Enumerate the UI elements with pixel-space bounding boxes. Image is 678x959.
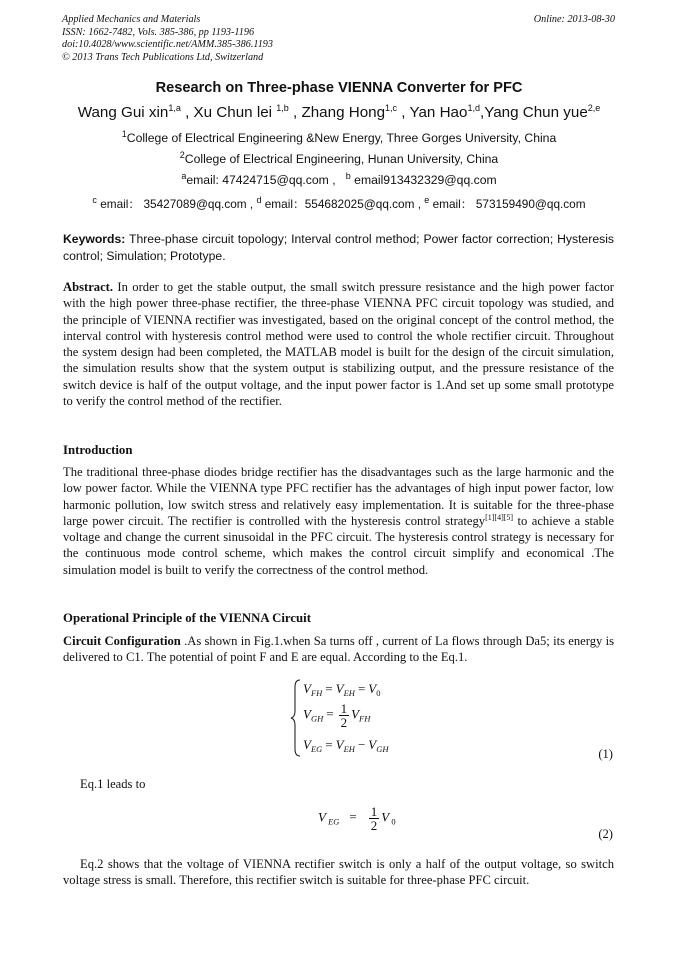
keywords-label: Keywords: xyxy=(63,232,126,246)
author-name: Xu Chun lei xyxy=(193,104,277,121)
equation-1-lead: Eq.1 leads to xyxy=(80,777,146,791)
copyright-line: © 2013 Trans Tech Publications Ltd, Switzerland xyxy=(62,51,264,63)
keywords-text: Three-phase circuit topology; Interval control method; Power factor correction; Hysteresis control; Simulation; Prototype. xyxy=(63,232,614,263)
eq1-line-1: $V_{FH} = V_{EH} = V_0$ xyxy=(303,681,381,698)
eq1-line-3: $V_{EG} = V_{EH} - V_{GH}$ xyxy=(303,737,389,754)
online-date: Online: 2013-08-30 xyxy=(533,14,615,25)
author-sup: 1,c xyxy=(385,102,398,113)
citation: [1][4][5] xyxy=(485,512,514,522)
left-brace xyxy=(290,677,302,759)
keywords-block xyxy=(63,231,614,264)
equation-1 xyxy=(290,677,420,759)
circuit-configuration-paragraph: Circuit Configuration .As shown in Fig.1.when Sa turns off , current of La flows through Da5; its energy is delivered to C1. The potential of point F and E are equal. According to the Eq.1. xyxy=(63,634,614,665)
author-sup: 1,d xyxy=(467,102,480,113)
doi-line: doi:10.4028/www.scientific.net/AMM.385-386.1193 xyxy=(62,39,273,50)
affiliation-1: $^1$College of Electrical Engineering &New Energy, Three Gorges University, China xyxy=(121,128,557,145)
journal-header xyxy=(62,14,273,64)
equation-2-paragraph: Eq.2 shows that the voltage of VIENNA rectifier switch is only a half of the output voltage, so switch voltage stress is small. Therefore, this rectifier switch is suitable for three-phase PFC circuit. xyxy=(63,857,614,888)
author-name: Yang Chun yue xyxy=(484,104,588,121)
author-name: Wang Gui xin xyxy=(77,104,169,121)
email-line-2: $^c$ email： 35427089@qq.com , $^d$ email：554682025@qq.com , $^e$ email： 573159490@qq.com xyxy=(92,195,586,211)
equation-2: V $_{EG}$ = $\frac{1}{2}$ V $_0$ xyxy=(318,804,396,833)
abstract-block xyxy=(63,279,614,409)
email-d: email：554682025@qq.com , xyxy=(264,197,422,211)
email-e: email： 573159490@qq.com xyxy=(432,197,586,211)
author-list: Wang Gui xin$^{1,a}$ , Xu Chun lei $^{1,b}$ , Zhang Hong$^{1,c}$ , Yan Hao$^{1,d}$,Yang Chun yue$^{2,e}$ xyxy=(77,102,601,121)
email-b: email913432329@qq.com xyxy=(354,173,497,187)
author-sup: 2,e xyxy=(587,102,601,113)
introduction-heading: Introduction xyxy=(63,443,133,457)
abstract-label: Abstract. xyxy=(63,280,114,294)
author-name: Zhang Hong xyxy=(301,104,386,121)
journal-name: Applied Mechanics and Materials xyxy=(62,14,201,25)
circuit-configuration-label: Circuit Configuration xyxy=(63,634,181,648)
abstract-text: In order to get the stable output, the small switch pressure resistance and the high power factor with the high power three-phase rectifier, the three-phase VIENNA PFC circuit topology was studied, and the principle of VIENNA rectifier was investigated, based on the original concept of the control method, the interval control with hysteresis control method were used to control the whole rectifier circuit. Throughout the system design had been completed, the MATLAB model is built for the design of the circuit simulation, the simulation results show that the system output is stabilizing output, and the pressure resistance of the switch device is half of the output voltage, and the input power factor is 1.And set up some small prototype to verify the control method of the rectifier. xyxy=(63,280,615,409)
introduction-paragraph: The traditional three-phase diodes bridge rectifier has the disadvantages such as the large harmonic and the low power factor. While the VIENNA type PFC rectifier has the advantages of high input power factor, low harmonic pollution, low switch stress and relatively easy implementation. It is suitable for the three-phase large power circuit. The rectifier is controlled with the hysteresis control strategy[1][4][5] to achieve a stable voltage and change the current sinusoidal in the PFC circuit. The hysteresis control strategy is necessary for the continuous mode control scheme, which makes the control circuit simplify and economical .The simulation model is built to verify the correctness of the control method. xyxy=(63,465,615,577)
author-sup: 1,b xyxy=(276,102,289,113)
author-name: Yan Hao xyxy=(409,104,468,121)
operational-heading: Operational Principle of the VIENNA Circuit xyxy=(63,611,311,625)
equation-1-number: (1) xyxy=(598,747,613,761)
equation-2-number: (2) xyxy=(598,827,613,841)
issn-line: ISSN: 1662-7482, Vols. 385-386, pp 1193-1196 xyxy=(62,26,255,38)
email-line-1: $^a$email: 47424715@qq.com , $^b$ email913432329@qq.com xyxy=(181,170,497,187)
author-sup: 1,a xyxy=(168,102,181,113)
paper-title: Research on Three-phase VIENNA Converter for PFC xyxy=(155,80,523,96)
affiliation-2: $^2$College of Electrical Engineering, Hunan University, China xyxy=(179,149,499,166)
eq1-line-2: $V_{GH}$ = $\frac{1}{2}$ $V_{FH}$ xyxy=(303,701,371,730)
email-c: email： 35427089@qq.com , xyxy=(100,197,254,211)
email-a: email: 47424715@qq.com , xyxy=(186,173,336,187)
